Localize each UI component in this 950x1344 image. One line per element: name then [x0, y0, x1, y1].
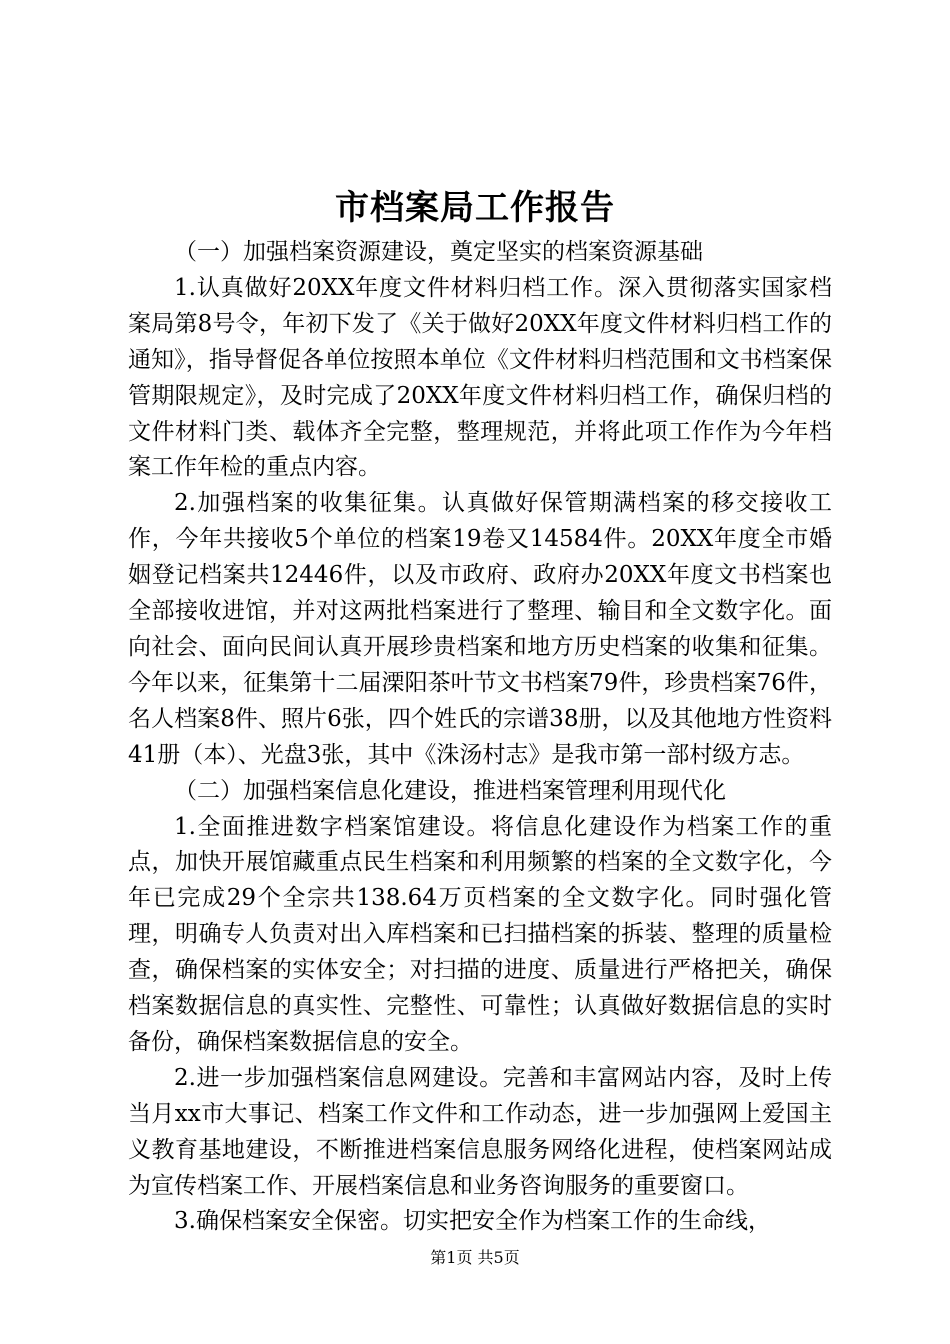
paragraph-2-2: 2.进一步加强档案信息网建设。完善和丰富网站内容，及时上传当月xx市大事记、档案工作文件和工作动态，进一步加强网上爱国主义教育基地建设，不断推进档案信息服务网络化进程，使档案网站成为宣传档案工作、开展档案信息和业务咨询服务的重要窗口。 — [128, 1064, 832, 1199]
paragraph-2-1: 1.全面推进数字档案馆建设。将信息化建设作为档案工作的重点，加快开展馆藏重点民生档案和利用频繁的档案的全文数字化，今年已完成29个全宗共138.64万页档案的全文数字化。同时强化管理，明确专人负责对出入库档案和已扫描档案的拆装、整理的质量检查，确保档案的实体安全；对扫描的进度、质量进行严格把关，确保档案数据信息的真实性、完整性、可靠性；认真做好数据信息的实时备份，确保档案数据信息的安全。 — [128, 813, 832, 1055]
section-heading-2: （二）加强档案信息化建设，推进档案管理利用现代化 — [174, 777, 726, 804]
document-title: 市档案局工作报告 — [335, 188, 615, 228]
page-number-footer: 第1页 共5页 — [430, 1248, 520, 1267]
paragraph-2-3: 3.确保档案安全保密。切实把安全作为档案工作的生命线， — [174, 1208, 771, 1235]
paragraph-1-1: 1.认真做好20XX年度文件材料归档工作。深入贯彻落实国家档案局第8号令，年初下发了《关于做好20XX年度文件材料归档工作的通知》，指导督促各单位按照本单位《文件材料归档范围和文书档案保管期限规定》，及时完成了20XX年度文件材料归档工作，确保归档的文件材料门类、载体齐全完整，整理规范，并将此项工作作为今年档案工作年检的重点内容。 — [128, 274, 832, 481]
paragraph-1-2: 2.加强档案的收集征集。认真做好保管期满档案的移交接收工作，今年共接收5个单位的档案19卷又14584件。20XX年度全市婚姻登记档案共12446件，以及市政府、政府办20XX年度文书档案也全部接收进馆，并对这两批档案进行了整理、输目和全文数字化。面向社会、面向民间认真开展珍贵档案和地方历史档案的收集和征集。今年以来，征集第十二届溧阳茶叶节文书档案79件，珍贵档案76件，名人档案8件、照片6张，四个姓氏的宗谱38册，以及其他地方性资料41册（本）、光盘3张，其中《洙汤村志》是我市第一部村级方志。 — [128, 490, 832, 768]
document-body — [128, 235, 832, 1240]
section-heading-1: （一）加强档案资源建设，奠定坚实的档案资源基础 — [174, 239, 703, 265]
